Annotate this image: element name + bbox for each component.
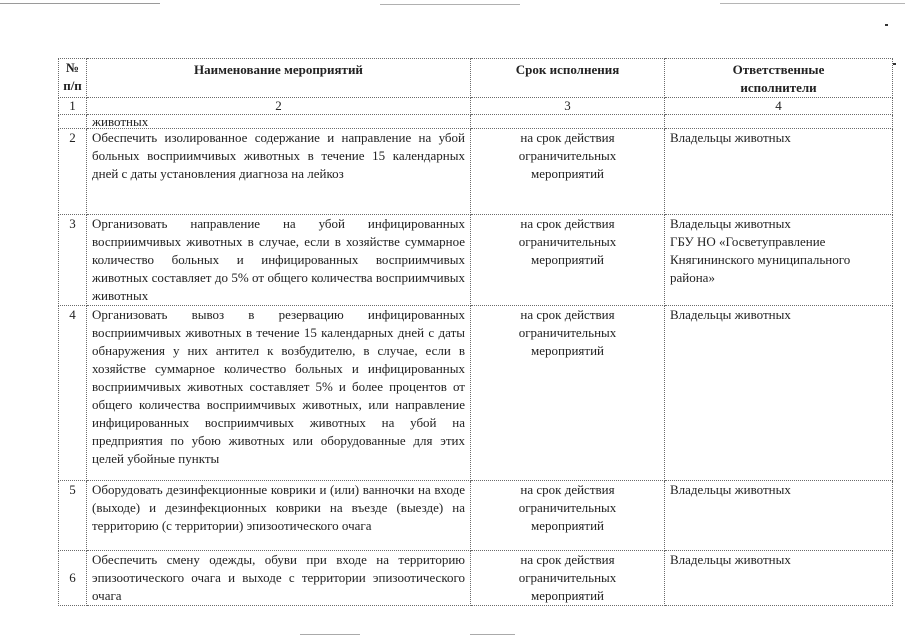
header-responsible: Ответственные исполнители bbox=[665, 59, 893, 98]
measure-text: Организовать вывоз в резервацию инфицированных восприимчивых животных в течение 15 календарных дней с даты обнаружения у них антител к возбудителю, в случае, если в хозяйстве суммарное количество больных и инфицированных восприимчивых животных составляет 5% и более процентов от общего количества восприимчивых животных, или направление инфицированных восприимчивых животных на убой на предприятия по убою животных или оборудованные для этих целей убойные пункты bbox=[87, 306, 471, 481]
responsible-text: Владельцы животных bbox=[665, 481, 893, 551]
table-row bbox=[59, 551, 893, 606]
scan-speck bbox=[885, 24, 888, 26]
column-number: 4 bbox=[665, 98, 893, 115]
column-number: 1 bbox=[59, 98, 87, 115]
scan-edge-line bbox=[720, 3, 905, 4]
row-number: 4 bbox=[59, 306, 87, 481]
responsible-text: Владельцы животных bbox=[665, 129, 893, 215]
column-number: 3 bbox=[471, 98, 665, 115]
table-row bbox=[59, 481, 893, 551]
header-number: № п/п bbox=[59, 59, 87, 98]
row-number: 6 bbox=[59, 551, 87, 606]
row-number bbox=[59, 115, 87, 129]
row-number: 3 bbox=[59, 215, 87, 306]
deadline-text: на срок действия ограничительных мероприятий bbox=[471, 551, 665, 606]
measure-text: Обеспечить изолированное содержание и направление на убой больных восприимчивых животных в течение 15 календарных дней с даты установления диагноза на лейкоз bbox=[87, 129, 471, 215]
table-row bbox=[59, 215, 893, 306]
empty-cell bbox=[665, 115, 893, 129]
header-measure-name: Наименование мероприятий bbox=[87, 59, 471, 98]
continuation-row bbox=[59, 115, 893, 129]
responsible-text: Владельцы животных bbox=[670, 216, 791, 231]
scan-edge-line bbox=[0, 3, 160, 4]
scan-edge-line bbox=[300, 634, 360, 635]
table-row bbox=[59, 129, 893, 215]
table-header-row bbox=[59, 59, 893, 98]
deadline-text: на срок действия ограничительных мероприятий bbox=[471, 129, 665, 215]
column-number: 2 bbox=[87, 98, 471, 115]
scan-edge-line bbox=[470, 634, 515, 635]
row-number: 5 bbox=[59, 481, 87, 551]
responsible-text: ГБУ НО «Госветуправление Княгининского муниципального района» bbox=[670, 234, 851, 285]
measures-table bbox=[58, 58, 893, 606]
responsible-text: Владельцы животных bbox=[665, 306, 893, 481]
responsible-cell bbox=[665, 215, 893, 306]
column-number-row bbox=[59, 98, 893, 115]
continuation-text: животных bbox=[87, 115, 471, 129]
measure-text: Обеспечить смену одежды, обуви при входе на территорию эпизоотического очага и выходе с территории эпизоотического очага bbox=[87, 551, 471, 606]
empty-cell bbox=[471, 115, 665, 129]
measure-text: Оборудовать дезинфекционные коврики и (или) ванночки на входе (выходе) и дезинфекционных коврики на въезде (выезде) на территорию (с территории) эпизоотического очага bbox=[87, 481, 471, 551]
row-number: 2 bbox=[59, 129, 87, 215]
deadline-text: на срок действия ограничительных мероприятий bbox=[471, 481, 665, 551]
scan-edge-line bbox=[380, 4, 520, 5]
responsible-text: Владельцы животных bbox=[665, 551, 893, 606]
header-deadline: Срок исполнения bbox=[471, 59, 665, 98]
deadline-text: на срок действия ограничительных мероприятий bbox=[471, 215, 665, 306]
measure-text: Организовать направление на убой инфицированных восприимчивых животных в случае, если в хозяйстве суммарное количество больных и инфицированных восприимчивых животных составляет до 5% от общего количества восприимчивых животных bbox=[87, 215, 471, 306]
deadline-text: на срок действия ограничительных мероприятий bbox=[471, 306, 665, 481]
scan-speck bbox=[893, 63, 896, 65]
table-row bbox=[59, 306, 893, 481]
